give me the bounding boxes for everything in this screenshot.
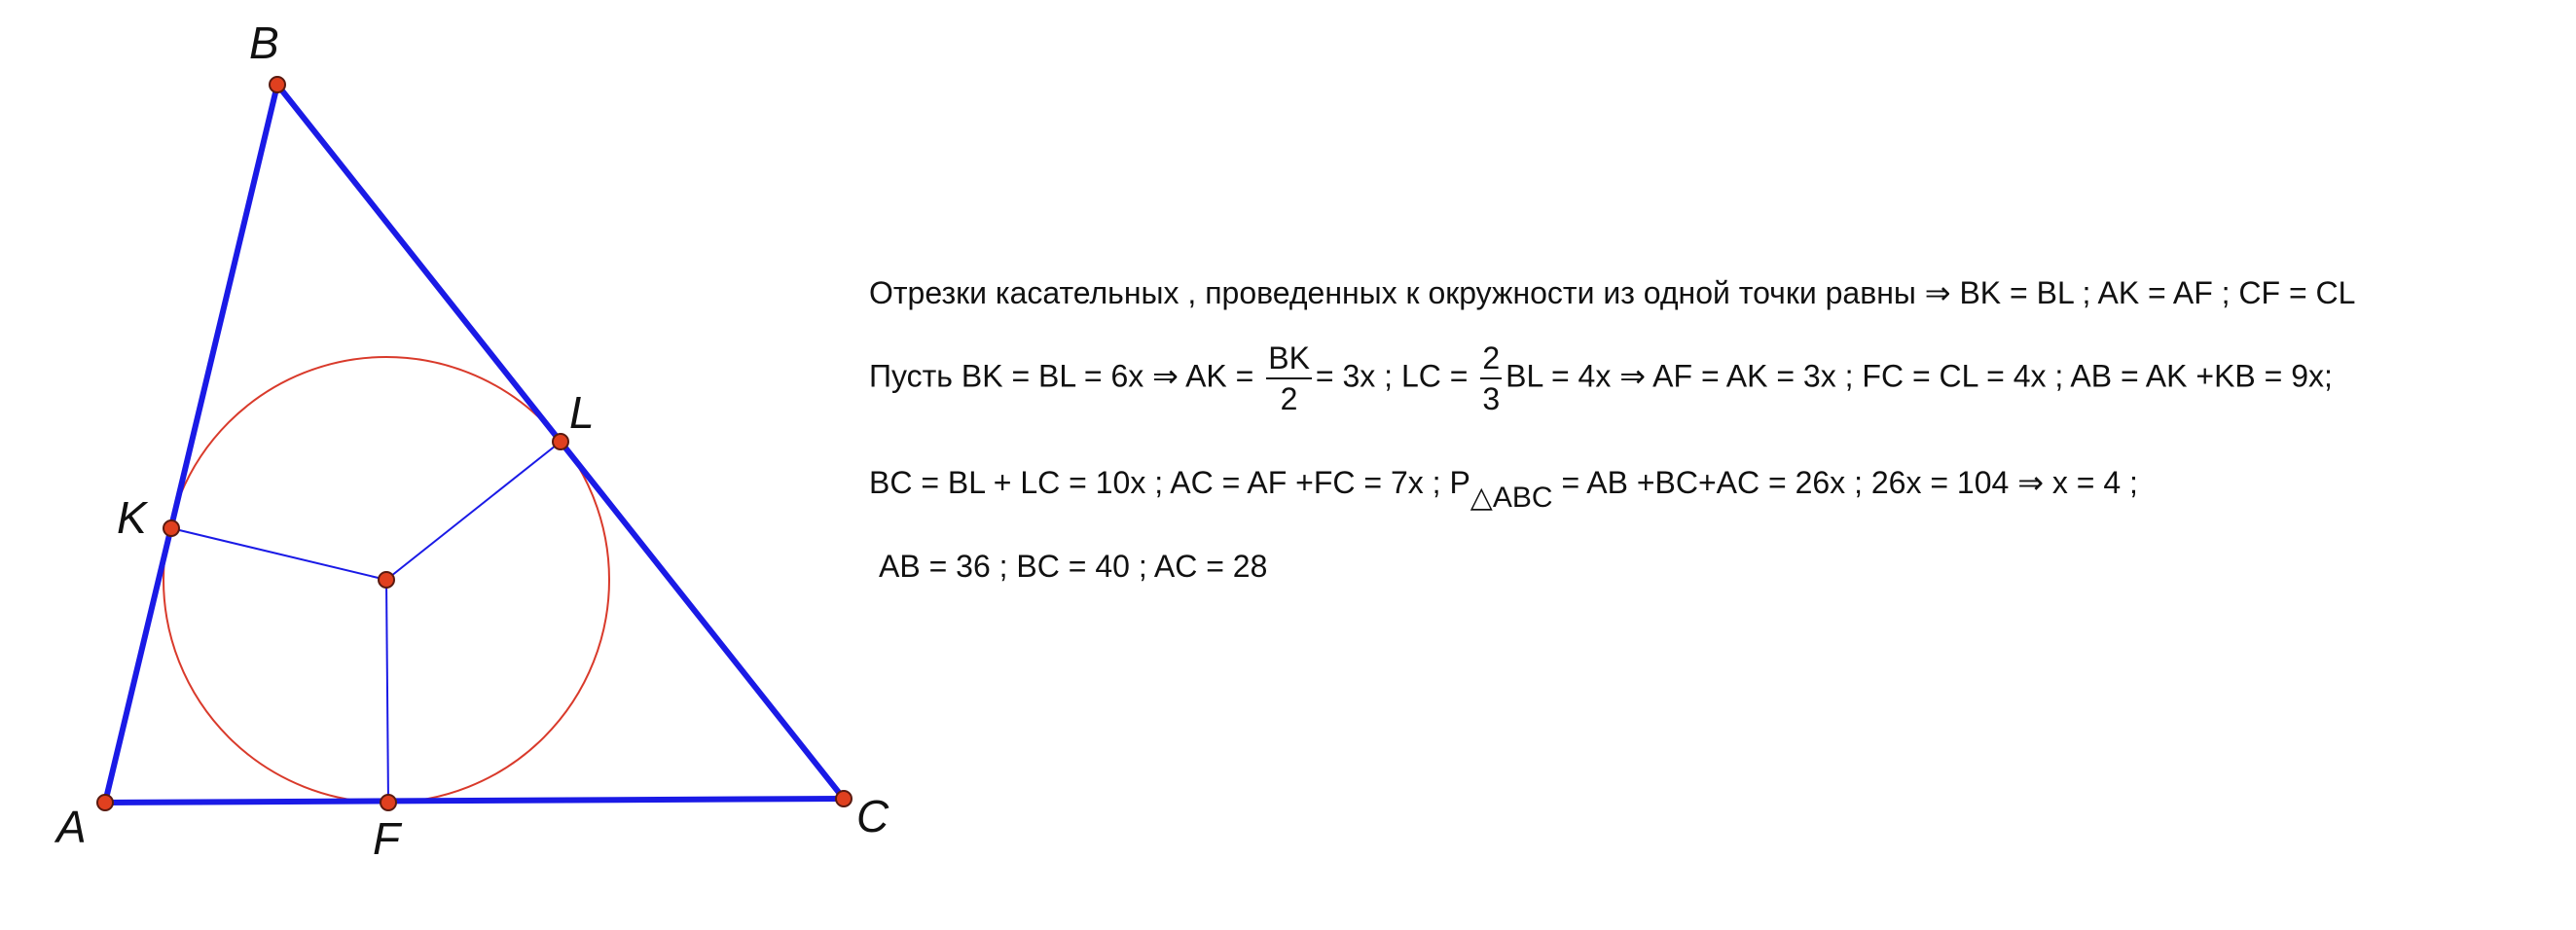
radius-of <box>386 580 388 803</box>
label-c: C <box>856 791 889 841</box>
point-k <box>163 520 179 536</box>
solution-line-4 <box>879 551 1267 582</box>
label-k: K <box>117 492 147 543</box>
line3-part2: = AB +BC+AC = 26x ; 26x = 104 ⇒ x = 4 ; <box>1552 465 2138 500</box>
fraction-bk-2-denominator: 2 <box>1280 381 1298 416</box>
geometry-figure <box>0 0 889 930</box>
solution-line-3 <box>869 465 2138 514</box>
fraction-bk-2 <box>1266 342 1312 414</box>
side-ac <box>105 799 844 803</box>
fraction-2-3-numerator: 2 <box>1480 342 1502 379</box>
line2-part1: Пусть BK = BL = 6x ⇒ AK = <box>869 358 1263 394</box>
label-a: A <box>56 802 87 852</box>
point-c <box>836 791 852 806</box>
fraction-bk-2-numerator: BK <box>1266 342 1312 379</box>
point-a <box>97 795 113 810</box>
point-center <box>379 572 394 588</box>
tangent-statement: Отрезки касательных , проведенных к окружности из одной точки равны ⇒ BK = BL ; AK = AF ; CF = CL <box>869 275 2356 310</box>
line2-part3: BL = 4x ⇒ AF = AK = 3x ; FC = CL = 4x ; AB = AK +KB = 9x; <box>1506 358 2333 394</box>
point-l <box>553 434 568 449</box>
solution-line-1 <box>869 277 2355 308</box>
side-ab <box>105 85 277 803</box>
label-f: F <box>373 813 401 864</box>
point-b <box>270 77 285 92</box>
label-b: B <box>249 18 279 68</box>
solution-line-2 <box>869 342 2333 414</box>
radius-ol <box>386 442 561 580</box>
fraction-2-3-denominator: 3 <box>1482 381 1501 416</box>
side-lengths-result: AB = 36 ; BC = 40 ; AC = 28 <box>879 549 1268 584</box>
line3-part1: BC = BL + LC = 10x ; AC = AF +FC = 7x ; P <box>869 465 1470 500</box>
point-f <box>381 795 396 810</box>
perimeter-subscript: △ABC <box>1469 482 1553 514</box>
radius-ok <box>171 528 386 580</box>
fraction-2-3 <box>1480 342 1502 414</box>
label-l: L <box>569 387 595 438</box>
line2-part2: = 3x ; LC = <box>1315 358 1477 394</box>
